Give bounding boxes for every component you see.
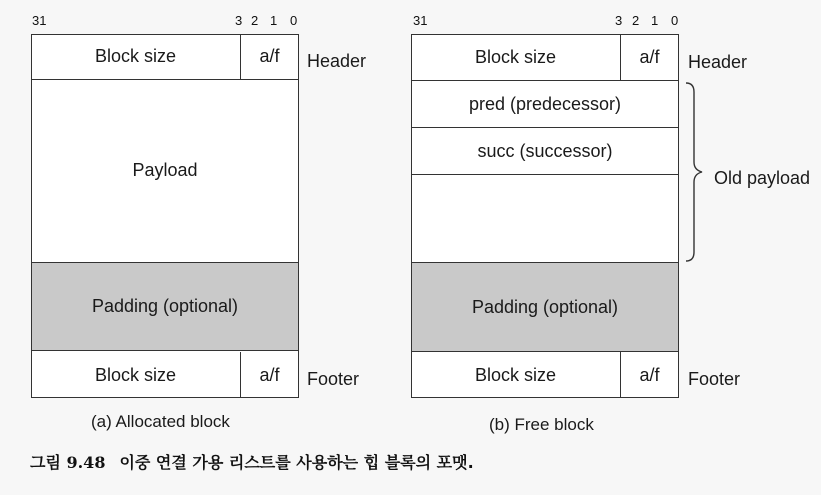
footer-label: Footer [307,369,360,389]
payload-area: Payload [132,160,198,180]
header-label: Header [688,52,748,72]
bit-3-label: 3 [615,13,623,28]
padding-area: Padding (optional) [412,262,678,352]
header-alloc-flag: a/f [639,46,660,67]
bit-1-label: 1 [651,13,659,28]
bit-3-label: 3 [235,13,243,28]
old-payload-brace-icon [682,82,710,262]
allocated-block-caption: (a) Allocated block [91,412,230,431]
old-payload-label: Old payload [714,168,811,188]
footer-alloc-flag: a/f [259,364,280,385]
figure-caption [30,450,474,473]
header-block-size: Block size [94,46,177,66]
footer-alloc-flag: a/f [639,364,660,385]
footer-label: Footer [688,369,741,389]
bit-0-label: 0 [290,13,298,28]
bit-31-label: 31 [413,13,428,28]
header-divider [620,34,621,80]
bit-1-label: 1 [270,13,278,28]
footer-block-size: Block size [474,364,557,385]
header-alloc-flag: a/f [259,46,280,66]
header-label: Header [307,51,367,71]
footer-divider [240,352,241,398]
figure-number: 그림 9.48 [30,453,106,472]
bit-31-label: 31 [32,13,47,28]
header-divider [240,34,241,79]
padding-area: Padding (optional) [32,262,298,351]
bit-2-label: 2 [251,13,259,28]
pred-field: pred (predecessor) [468,93,622,114]
footer-divider [620,352,621,398]
footer-block-size: Block size [94,364,177,385]
header-block-size: Block size [474,46,557,67]
bit-0-label: 0 [671,13,679,28]
free-block-caption: (b) Free block [489,415,594,434]
figure-caption-text: 이중 연결 가용 리스트를 사용하는 힙 블록의 포맷. [119,453,474,472]
bit-2-label: 2 [632,13,640,28]
succ-field: succ (successor) [477,140,613,161]
succ-bottom-line [411,174,679,175]
